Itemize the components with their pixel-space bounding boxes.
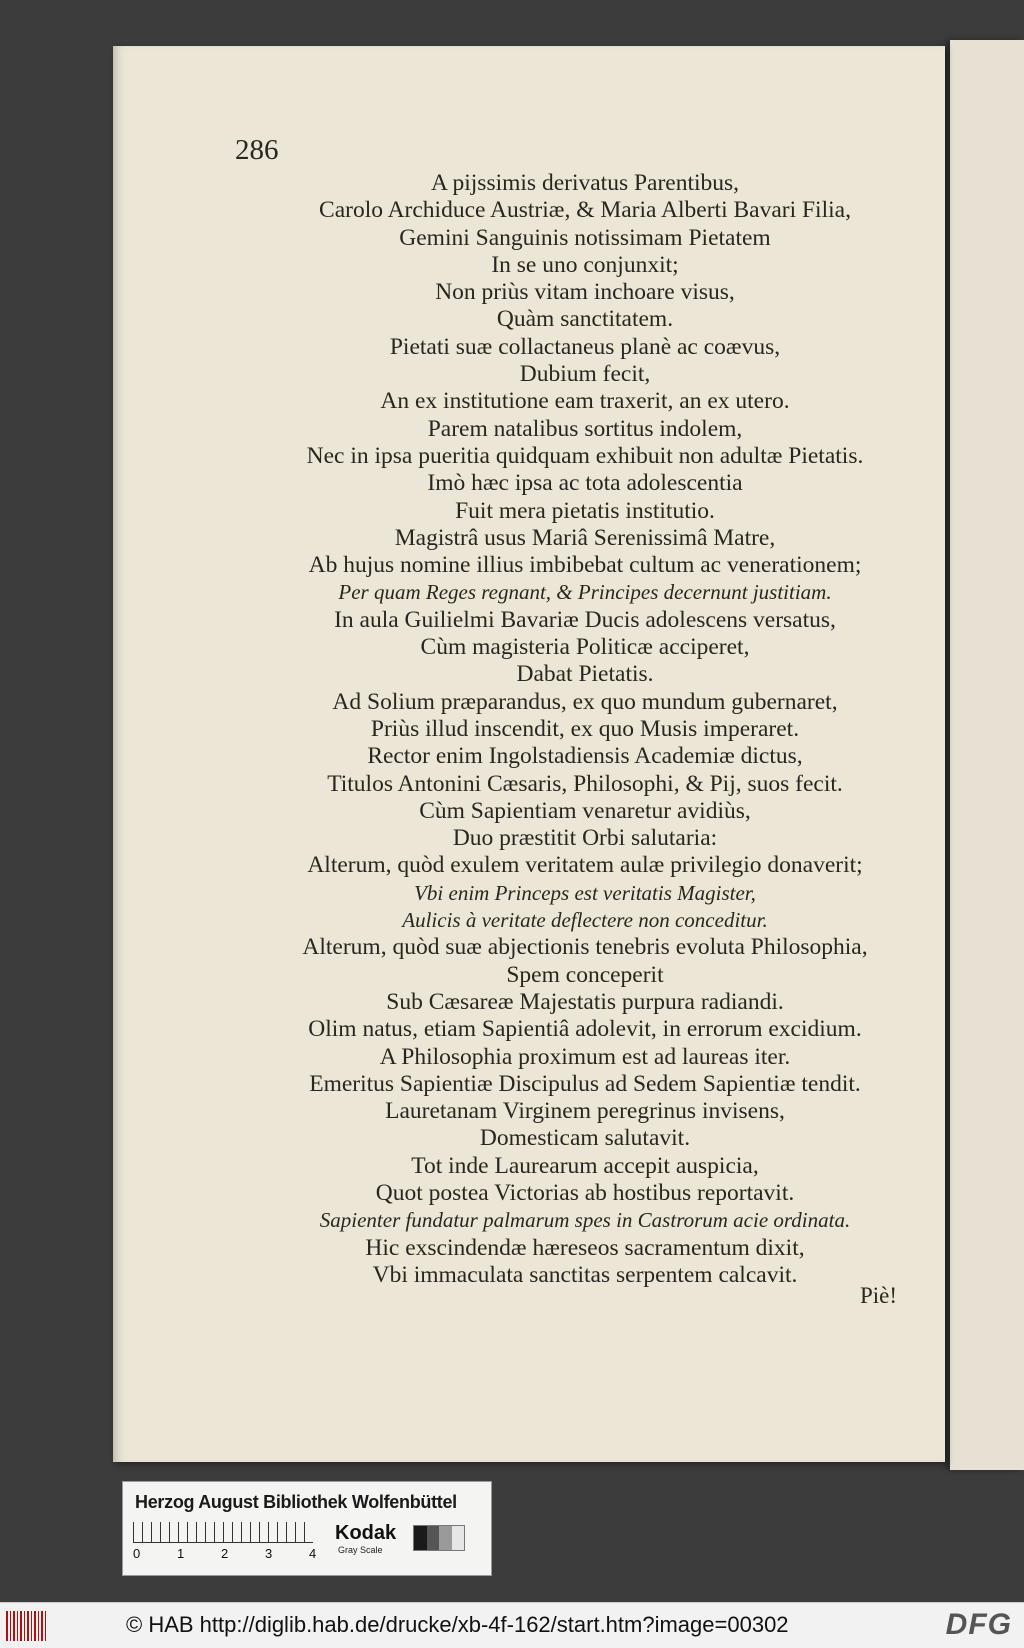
text-line: Olim natus, etiam Sapientiâ adolevit, in errorum excidium. <box>308 1016 862 1043</box>
color-calibration-card <box>122 1481 492 1576</box>
text-line: Carolo Archiduce Austriæ, & Maria Alberti Bavari Filia, <box>319 197 851 224</box>
gray-swatch <box>427 1526 440 1550</box>
text-line: Gemini Sanguinis notissimam Pietatem <box>399 224 771 251</box>
text-line: Alterum, quòd suæ abjectionis tenebris evoluta Philosophia, <box>302 934 868 961</box>
text-line: Rector enim Ingolstadiensis Academiæ dictus, <box>367 743 803 770</box>
text-line: Vbi enim Princeps est veritatis Magister, <box>414 880 756 905</box>
text-line: Dubium fecit, <box>519 361 651 388</box>
source-url[interactable]: © HAB http://diglib.hab.de/drucke/xb-4f-162/start.htm?image=00302 <box>126 1612 789 1637</box>
text-line: In aula Guilielmi Bavariæ Ducis adolescens versatus, <box>334 606 836 633</box>
text-line: Alterum, quòd exulem veritatem aulæ privilegio donaverit; <box>307 852 863 879</box>
text-line: Quot postea Victorias ab hostibus reportavit. <box>375 1179 795 1206</box>
gray-swatch <box>452 1526 465 1550</box>
barcode-icon <box>6 1611 48 1641</box>
text-line: Ad Solium præparandus, ex quo mundum gubernaret, <box>332 688 838 715</box>
text-line: Cùm Sapientiam venaretur avidiùs, <box>419 797 751 824</box>
text-line: Tot inde Laurearum accepit auspicia, <box>411 1152 759 1179</box>
ruler-number: 4 <box>309 1546 317 1561</box>
text-line: Magistrâ usus Mariâ Serenissimâ Matre, <box>394 524 776 551</box>
measurement-ruler <box>133 1522 313 1543</box>
gray-swatch <box>439 1526 452 1550</box>
book-page <box>113 46 945 1462</box>
text-line: Parem natalibus sortitus indolem, <box>427 415 743 442</box>
text-line: Priùs illud inscendit, ex quo Musis imperaret. <box>370 715 800 742</box>
page-text <box>225 170 945 1289</box>
text-line: Quàm sanctitatem. <box>496 306 674 333</box>
gray-scale-label: Gray Scale <box>338 1545 383 1555</box>
ruler-number: 1 <box>177 1546 185 1561</box>
text-line: Fuit mera pietatis institutio. <box>455 497 715 524</box>
ruler-number: 0 <box>133 1546 141 1561</box>
text-line: Domesticam salutavit. <box>479 1125 691 1152</box>
text-line: An ex institutione eam traxerit, an ex utero. <box>380 388 790 415</box>
page-number: 286 <box>235 134 279 166</box>
text-line: Emeritus Sapientiæ Discipulus ad Sedem Sapientiæ tendit. <box>309 1070 861 1097</box>
text-line: Dabat Pietatis. <box>516 661 654 688</box>
text-line: A pijssimis derivatus Parentibus, <box>430 170 740 196</box>
text-line: Spem conceperit <box>506 961 664 988</box>
text-line: Ab hujus nomine illius imbibebat cultum ac venerationem; <box>308 552 862 579</box>
kodak-logo: Kodak <box>335 1522 397 1544</box>
text-line: Imò hæc ipsa ac tota adolescentia <box>427 470 743 497</box>
footer-bar <box>0 1602 1024 1648</box>
text-line: Hic exscindendæ hæreseos sacramentum dixit, <box>365 1234 805 1261</box>
ruler-number: 3 <box>265 1546 273 1561</box>
text-line: Duo præstitit Orbi salutaria: <box>452 825 718 852</box>
gray-swatches <box>413 1525 465 1551</box>
text-line: Pietati suæ collactaneus planè ac coævus, <box>389 333 781 360</box>
dfg-logo: DFG <box>945 1608 1012 1641</box>
text-line: Titulos Antonini Cæsaris, Philosophi, & Pij, suos fecit. <box>327 770 843 797</box>
text-line: Nec in ipsa pueritia quidquam exhibuit non adultæ Pietatis. <box>306 442 864 469</box>
library-name: Herzog August Bibliothek Wolfenbüttel <box>135 1492 457 1512</box>
text-line: Per quam Reges regnant, & Principes decernunt justitiam. <box>338 580 832 605</box>
text-line: Cùm magisteria Politicæ acciperet, <box>420 634 750 661</box>
text-line: A Philosophia proximum est ad laureas iter. <box>379 1043 791 1070</box>
gray-swatch <box>414 1526 427 1550</box>
adjacent-page-edge <box>950 40 1024 1470</box>
text-line: Sub Cæsareæ Majestatis purpura radiandi. <box>386 988 784 1015</box>
text-line: Sapienter fundatur palmarum spes in Castrorum acie ordinata. <box>319 1208 851 1233</box>
ruler-number: 2 <box>221 1546 229 1561</box>
text-line: Non priùs vitam inchoare visus, <box>435 279 735 306</box>
text-line: Vbi immaculata sanctitas serpentem calcavit. <box>372 1261 798 1288</box>
catchword: Piè! <box>859 1283 897 1308</box>
text-line: In se uno conjunxit; <box>491 251 679 278</box>
text-line: Aulicis à veritate deflectere non conceditur. <box>402 908 768 933</box>
text-line: Lauretanam Virginem peregrinus invisens, <box>385 1098 785 1125</box>
